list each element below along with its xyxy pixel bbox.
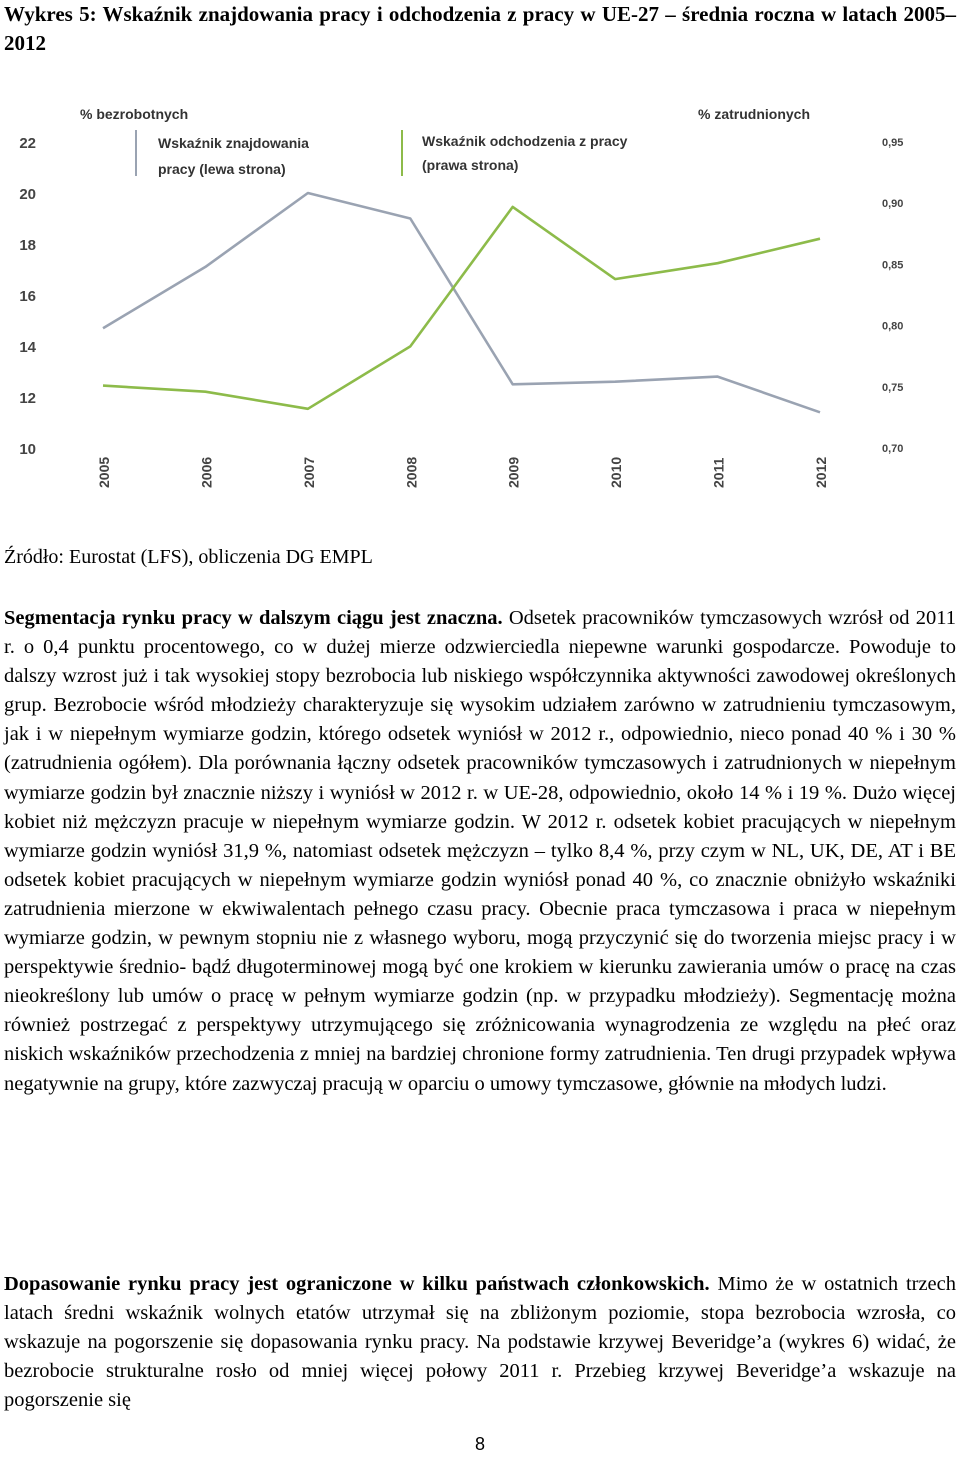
right-axis-title: % zatrudnionych [698,106,811,122]
right-tick-label: 0,90 [882,198,904,211]
right-tick-label: 0,95 [882,137,904,149]
paragraph-matching-lead: Dopasowanie rynku pracy jest ograniczone w kilku państwach członkowskich. [4,1273,710,1295]
x-tick-label: 2010 [608,456,625,488]
left-tick-label: 10 [19,441,36,458]
paragraph-segmentation-lead: Segmentacja rynku pracy w dalszym ciągu jest znaczna. [4,607,503,629]
left-tick-label: 12 [19,390,36,407]
legend-label-finding-2: pracy (lewa strona) [158,161,286,177]
x-tick-label: 2009 [505,456,522,488]
legend-label-leaving-1: Wskaźnik odchodzenia z pracy [422,133,628,149]
legend-label-leaving-2: (prawa strona) [422,157,519,173]
x-tick-label: 2012 [813,456,829,488]
right-tick-label: 0,70 [882,443,904,455]
left-tick-label: 22 [19,135,36,152]
x-tick-label: 2007 [300,456,317,488]
figure-caption: Wykres 5: Wskaźnik znajdowania pracy i odchodzenia z pracy w UE-27 – średnia roczna w latach 2005–2012 [4,2,956,55]
x-tick-label: 2006 [198,456,215,488]
right-tick-label: 0,75 [882,381,904,394]
series-line-leaving-rate [103,207,820,409]
x-tick-label: 2005 [96,456,112,488]
x-tick-label: 2008 [403,456,420,488]
paragraph-matching [4,1270,956,1415]
paragraph-segmentation-body: Odsetek pracowników tymczasowych wzrósł od 2011 r. o 0,4 punktu procentowego, co w dużej mierze odzwierciedla niepewne warunki gospodarcze. Powoduje to dalszy wzrost już i tak wysokiej stopy bezrobocia lub niskiego współczynnika aktywności zawodowej określonych grup. Bezrobocie wśród młodzieży charakteryzuje się wysokim udziałem zarówno w zatrudnieniu tymczasowym, jak i w niepełnym wymiarze godzin, którego odsetek wyniósł w 2012 r., odpowiednio, nieco ponad 40 % i 30 % (zatrudnienia ogółem). Dla porównania łączny odsetek pracowników tymczasowych i zatrudnionych w niepełnym wymiarze godzin był znacznie niższy i wyniósł w 2012 r. w UE-28, odpowiednio, około 14 % i 19 %. Dużo więcej kobiet niż mężczyzn pracuje w niepełnym wymiarze godzin. W 2012 r. odsetek kobiet pracujących w niepełnym wymiarze godzin wyniósł 31,9 %, natomiast odsetek mężczyzn – tylko 8,4 %, przy czym w NL, UK, DE, AT i BE odsetek kobiet pracujących w niepełnym wymiarze godzin wyniósł ponad 40 %, co znacznie obniżyło wskaźniki zatrudnienia mierzone w ekwiwalentach pełnego czasu pracy. Obecnie praca tymczasowa i praca w niepełnym wymiarze godzin, w pewnym stopniu nie z własnego wyboru, mogą przyczynić się do tworzenia miejsc pracy i w perspektywie średnio- bądź długoterminowej mogą być one krokiem w kierunku zawierania umów o pracę na czas nieokreślony lub umów o pracę w pełnym wymiarze godzin (np. w przypadku młodzieży). Segmentację można również postrzegać z perspektywy utrzymującego się zróżnicowania wynagrodzenia ze względu na płeć oraz niskich wskaźników przechodzenia z mniej na bardziej chronione formy zatrudnienia. Ten drugi przypadek wpływa negatywnie na grupy, które zazwyczaj pracują w oparciu o umowy tymczasowe, głównie na młodych ludzi. [4,607,957,1095]
left-tick-label: 16 [19,288,36,305]
series-line-finding-rate [103,193,820,412]
paragraph-segmentation [4,604,956,1099]
paragraph-matching-body: Mimo że w ostatnich trzech latach średni wskaźnik wolnych etatów utrzymał się na zbliżonym poziomie, stopa bezrobocia wzrosła, co wskazuje na pogorszenie się dopasowania rynku pracy. Na podstawie krzywej Beveridge’a (wykres 6) widać, że bezrobocie strukturalne rosło od mniej więcej połowy 2011 r. Przebieg krzywej Beveridge’a wskazuje na pogorszenie się [4,1273,957,1412]
left-tick-label: 18 [19,237,36,254]
legend [136,130,628,177]
left-axis-title: % bezrobotnych [80,106,189,122]
figure-source: Źródło: Eurostat (LFS), obliczenia DG EMPL [4,546,373,568]
left-tick-label: 20 [19,186,36,203]
right-tick-label: 0,80 [882,320,904,333]
left-tick-label: 14 [19,339,36,356]
x-tick-label: 2011 [710,457,727,488]
right-tick-label: 0,85 [882,259,904,272]
legend-label-finding-1: Wskaźnik znajdowania [158,135,309,151]
page-number: 8 [474,1434,485,1454]
line-chart [0,90,960,500]
